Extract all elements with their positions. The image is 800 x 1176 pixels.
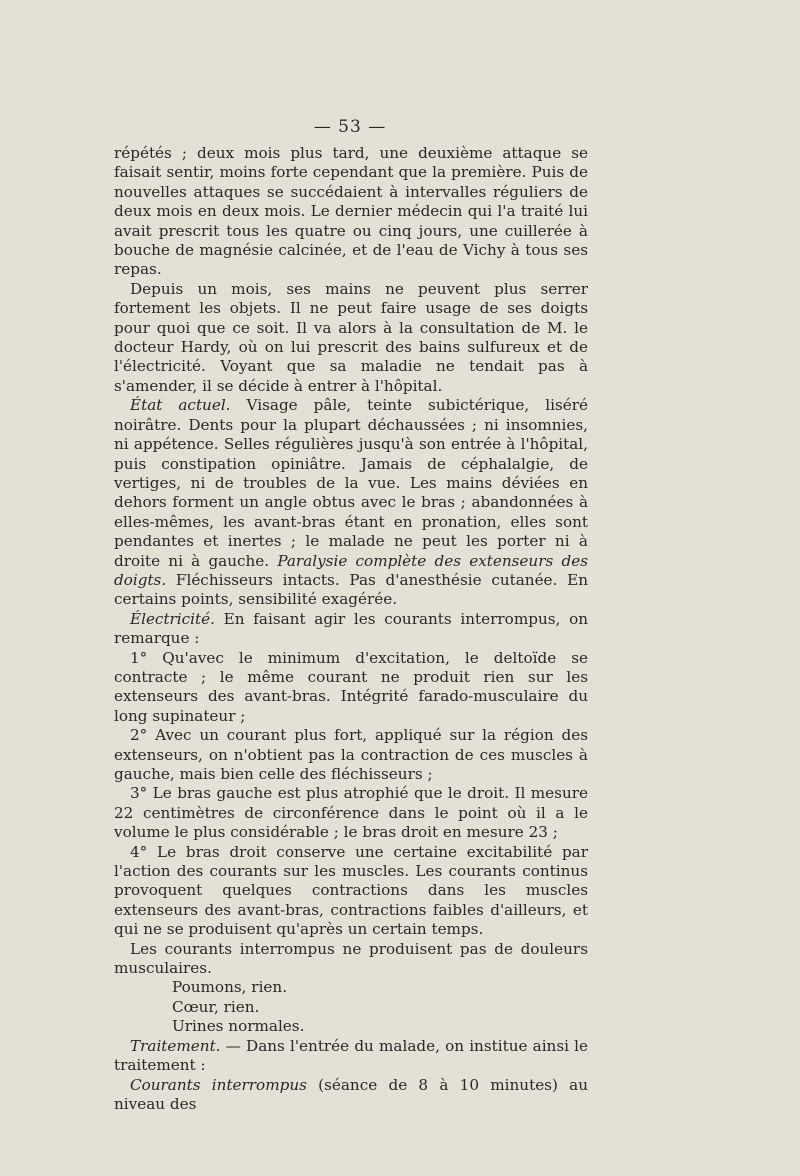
paragraph: Depuis un mois, ses mains ne peuvent plus serrer fortement les objets. Il ne peut faire usage de ses doigts pour quoi que ce soit. Il va alors à la consultation de M. le docteur Hardy, où on lui prescrit des bains sulfureux et de l'électricité. Voyant que sa maladie ne tendait pas à s'amender, il se décide à entrer à l'hôpital. — [114, 279, 588, 395]
paragraph-text: (séance de 8 à 10 minutes) au niveau des — [114, 1075, 588, 1113]
paragraph: répétés ; deux mois plus tard, une deuxième attaque se faisait sentir, moins forte cependant que la première. Puis de nouvelles attaques se succédaient à intervalles réguliers de deux mois en deux mois. Le dernier médecin qui l'a traité lui avait prescrit tous les quatre ou cinq jours, une cuillerée à bouche de magnésie calcinée, et de l'eau de Vichy à tous ses repas. — [114, 144, 588, 279]
paragraph-electricite — [114, 610, 588, 649]
section-label: Courants interrompus — [130, 1075, 307, 1094]
paragraph: 2° Avec un courant plus fort, appliqué sur la région des extenseurs, on n'obtient pas la contraction de ces muscles à gauche, mais bien celle des fléchisseurs ; — [114, 726, 588, 783]
section-label: État actuel. — [130, 396, 231, 415]
page-number: — 53 — — [313, 117, 387, 137]
list-item: Urines normales. — [172, 1017, 305, 1036]
emphasis-text: Paralysie complète des extenseurs des doigts. — [114, 551, 588, 589]
paragraph-etat-actuel — [114, 396, 588, 609]
paragraph-courants — [114, 1076, 588, 1115]
paragraph-traitement — [114, 1037, 588, 1076]
paragraph: Les courants interrompus ne produisent pas de douleurs musculaires. — [114, 939, 588, 978]
list-item: Cœur, rien. — [172, 997, 260, 1016]
section-label: Traitement. — [130, 1036, 221, 1055]
paragraph-text: — Dans l'entrée du malade, on institue ainsi le traitement : — [114, 1036, 588, 1075]
paragraph-text: Fléchisseurs intacts. Pas d'anesthésie cutanée. En certains points, sensibilité exagérée. — [114, 570, 588, 609]
body-text — [114, 144, 588, 1114]
paragraph: 4° Le bras droit conserve une certaine excitabilité par l'action des courants sur les muscles. Les courants continus provoquent quelques contractions dans les muscles extenseurs des avant-bras, contractions faibles d'ailleurs, et qui ne se produisent qu'après un certain temps. — [114, 842, 588, 939]
section-label: Électricité. — [130, 609, 215, 628]
paragraph: 3° Le bras gauche est plus atrophié que le droit. Il mesure 22 centimètres de circonférence dans le point où il a le volume le plus considérable ; le bras droit en mesure 23 ; — [114, 784, 588, 842]
paragraph: 1° Qu'avec le minimum d'excitation, le deltoïde se contracte ; le même courant ne produit rien sur les extenseurs des avant-bras. Intégrité farado-musculaire du long supinateur ; — [114, 648, 588, 725]
paragraph-text: Visage pâle, teinte subictérique, liséré noirâtre. Dents pour la plupart déchaussées ; ni insomnies, ni appétence. Selles régulières jusqu'à son entrée à l'hôpital, puis constipation opiniâtre. Jamais de céphalalgie, de vertiges, ni de troubles de la vue. Les mains déviées en dehors forment un angle obtus avec le bras ; abandonnées à elles-mêmes, les avant-bras étant en pronation, elles sont pendantes et inertes ; le malade ne peut les porter ni à droite ni à gauche. — [114, 396, 588, 570]
paragraph-text: En faisant agir les courants interrompus, on remarque : — [114, 609, 588, 648]
list-item: Poumons, rien. — [172, 978, 288, 997]
